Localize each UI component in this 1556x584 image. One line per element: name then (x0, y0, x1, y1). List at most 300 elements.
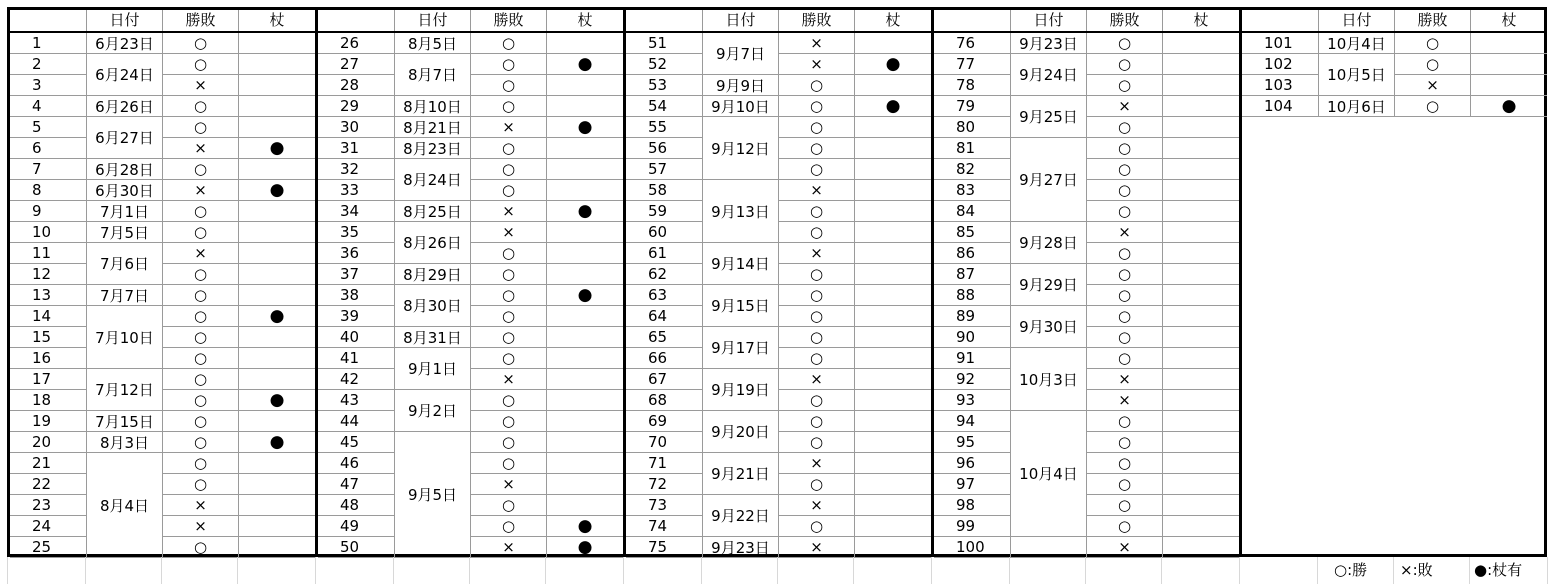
staff-cell[interactable]: ● (547, 516, 623, 537)
staff-cell[interactable] (547, 411, 623, 432)
header-result[interactable]: 勝敗 (1087, 10, 1163, 31)
row-number-cell[interactable]: 86 (934, 243, 1011, 264)
row-number-cell[interactable]: 16 (10, 348, 87, 369)
staff-cell[interactable] (547, 453, 623, 474)
result-cell[interactable]: ○ (163, 390, 239, 411)
staff-cell[interactable]: ● (547, 537, 623, 558)
result-cell[interactable]: ○ (779, 117, 855, 138)
staff-cell[interactable]: ● (855, 54, 931, 75)
result-cell[interactable]: ○ (1087, 327, 1163, 348)
staff-cell[interactable] (855, 222, 931, 243)
result-cell[interactable]: ○ (1087, 285, 1163, 306)
staff-cell[interactable] (1163, 180, 1239, 201)
row-number-cell[interactable]: 100 (934, 537, 1011, 558)
staff-cell[interactable] (1163, 222, 1239, 243)
result-cell[interactable]: ○ (1087, 201, 1163, 222)
result-cell[interactable]: ○ (471, 75, 547, 96)
staff-cell[interactable] (547, 138, 623, 159)
row-number-cell[interactable]: 79 (934, 96, 1011, 117)
date-cell[interactable]: 8月25日 (395, 201, 471, 222)
result-cell[interactable]: ○ (1087, 117, 1163, 138)
row-number-cell[interactable]: 41 (318, 348, 395, 369)
staff-cell[interactable] (855, 495, 931, 516)
row-number-cell[interactable]: 60 (626, 222, 703, 243)
date-cell[interactable]: 9月30日 (1011, 306, 1087, 348)
staff-cell[interactable] (239, 75, 315, 96)
staff-cell[interactable] (1163, 117, 1239, 138)
result-cell[interactable]: × (471, 222, 547, 243)
header-num[interactable] (318, 10, 395, 31)
date-cell[interactable]: 9月24日 (1011, 54, 1087, 96)
row-number-cell[interactable]: 12 (10, 264, 87, 285)
staff-cell[interactable] (855, 390, 931, 411)
header-date[interactable]: 日付 (1319, 10, 1395, 31)
result-cell[interactable]: ○ (1087, 432, 1163, 453)
staff-cell[interactable] (1163, 516, 1239, 537)
staff-cell[interactable] (1163, 54, 1239, 75)
result-cell[interactable]: ○ (1087, 495, 1163, 516)
result-cell[interactable]: × (779, 537, 855, 558)
row-number-cell[interactable]: 23 (10, 495, 87, 516)
row-number-cell[interactable]: 26 (318, 33, 395, 54)
result-cell[interactable]: ○ (1087, 306, 1163, 327)
staff-cell[interactable]: ● (547, 54, 623, 75)
staff-cell[interactable]: ● (547, 117, 623, 138)
result-cell[interactable]: ○ (471, 411, 547, 432)
row-number-cell[interactable]: 6 (10, 138, 87, 159)
staff-cell[interactable] (855, 432, 931, 453)
date-cell[interactable] (1011, 537, 1087, 558)
row-number-cell[interactable]: 83 (934, 180, 1011, 201)
row-number-cell[interactable]: 32 (318, 159, 395, 180)
staff-cell[interactable] (547, 495, 623, 516)
header-date[interactable]: 日付 (1011, 10, 1087, 31)
staff-cell[interactable] (855, 327, 931, 348)
staff-cell[interactable] (855, 369, 931, 390)
result-cell[interactable]: × (1087, 390, 1163, 411)
staff-cell[interactable] (547, 96, 623, 117)
row-number-cell[interactable]: 65 (626, 327, 703, 348)
staff-cell[interactable] (547, 75, 623, 96)
result-cell[interactable]: ○ (779, 264, 855, 285)
date-cell[interactable]: 6月24日 (87, 54, 163, 96)
header-staff[interactable]: 杖 (1193, 11, 1209, 29)
staff-cell[interactable] (547, 222, 623, 243)
row-number-cell[interactable]: 59 (626, 201, 703, 222)
date-cell[interactable]: 10月6日 (1319, 96, 1395, 117)
staff-cell[interactable] (1163, 306, 1239, 327)
date-cell[interactable]: 10月5日 (1319, 54, 1395, 96)
row-number-cell[interactable]: 51 (626, 33, 703, 54)
staff-cell[interactable] (1163, 537, 1239, 558)
staff-cell[interactable] (855, 348, 931, 369)
staff-cell[interactable] (239, 516, 315, 537)
row-number-cell[interactable]: 44 (318, 411, 395, 432)
result-cell[interactable]: ○ (163, 453, 239, 474)
result-cell[interactable]: × (471, 117, 547, 138)
date-cell[interactable]: 7月6日 (87, 243, 163, 285)
date-cell[interactable]: 9月25日 (1011, 96, 1087, 138)
header-num[interactable] (1242, 10, 1319, 31)
staff-cell[interactable] (855, 180, 931, 201)
row-number-cell[interactable]: 15 (10, 327, 87, 348)
date-cell[interactable]: 10月4日 (1011, 411, 1087, 537)
result-cell[interactable]: × (1087, 369, 1163, 390)
row-number-cell[interactable]: 55 (626, 117, 703, 138)
row-number-cell[interactable]: 36 (318, 243, 395, 264)
row-number-cell[interactable]: 62 (626, 264, 703, 285)
row-number-cell[interactable]: 52 (626, 54, 703, 75)
row-number-cell[interactable]: 28 (318, 75, 395, 96)
date-cell[interactable]: 7月12日 (87, 369, 163, 411)
row-number-cell[interactable]: 24 (10, 516, 87, 537)
staff-cell[interactable] (855, 243, 931, 264)
staff-cell[interactable] (547, 474, 623, 495)
result-cell[interactable]: ○ (163, 159, 239, 180)
date-cell[interactable]: 8月23日 (395, 138, 471, 159)
row-number-cell[interactable]: 95 (934, 432, 1011, 453)
result-cell[interactable]: ○ (163, 537, 239, 558)
result-cell[interactable]: ○ (779, 516, 855, 537)
result-cell[interactable]: ○ (1087, 33, 1163, 54)
staff-cell[interactable] (547, 369, 623, 390)
result-cell[interactable]: ○ (1395, 33, 1471, 54)
result-cell[interactable]: ○ (779, 432, 855, 453)
staff-cell[interactable] (1163, 327, 1239, 348)
result-cell[interactable]: × (1395, 75, 1471, 96)
row-number-cell[interactable]: 73 (626, 495, 703, 516)
date-cell[interactable]: 9月14日 (703, 243, 779, 285)
row-number-cell[interactable]: 102 (1242, 54, 1319, 75)
date-cell[interactable]: 8月31日 (395, 327, 471, 348)
result-cell[interactable]: ○ (779, 75, 855, 96)
staff-cell[interactable] (239, 453, 315, 474)
staff-cell[interactable] (1163, 432, 1239, 453)
staff-cell[interactable]: ● (239, 432, 315, 453)
row-number-cell[interactable]: 31 (318, 138, 395, 159)
staff-cell[interactable] (547, 327, 623, 348)
row-number-cell[interactable]: 84 (934, 201, 1011, 222)
result-cell[interactable]: ○ (471, 138, 547, 159)
date-cell[interactable]: 7月10日 (87, 306, 163, 369)
date-cell[interactable]: 7月5日 (87, 222, 163, 243)
row-number-cell[interactable]: 49 (318, 516, 395, 537)
date-cell[interactable]: 9月29日 (1011, 264, 1087, 306)
staff-cell[interactable] (855, 117, 931, 138)
staff-cell[interactable] (239, 411, 315, 432)
row-number-cell[interactable]: 5 (10, 117, 87, 138)
row-number-cell[interactable]: 101 (1242, 33, 1319, 54)
row-number-cell[interactable]: 46 (318, 453, 395, 474)
header-staff[interactable]: 杖 (577, 11, 593, 29)
staff-cell[interactable] (239, 369, 315, 390)
result-cell[interactable]: × (471, 369, 547, 390)
result-cell[interactable]: × (779, 243, 855, 264)
header-result[interactable]: 勝敗 (1395, 10, 1471, 31)
row-number-cell[interactable]: 2 (10, 54, 87, 75)
staff-cell[interactable] (1163, 348, 1239, 369)
row-number-cell[interactable]: 27 (318, 54, 395, 75)
result-cell[interactable]: ○ (471, 516, 547, 537)
row-number-cell[interactable]: 14 (10, 306, 87, 327)
staff-cell[interactable] (239, 201, 315, 222)
staff-cell[interactable] (239, 327, 315, 348)
date-cell[interactable]: 9月17日 (703, 327, 779, 369)
staff-cell[interactable] (1163, 264, 1239, 285)
result-cell[interactable]: ○ (1087, 54, 1163, 75)
staff-cell[interactable] (239, 264, 315, 285)
date-cell[interactable]: 9月23日 (703, 537, 779, 558)
date-cell[interactable]: 6月23日 (87, 33, 163, 54)
result-cell[interactable]: × (471, 201, 547, 222)
result-cell[interactable]: ○ (1087, 159, 1163, 180)
staff-cell[interactable] (547, 159, 623, 180)
date-cell[interactable]: 9月5日 (395, 432, 471, 558)
staff-cell[interactable] (239, 243, 315, 264)
result-cell[interactable]: × (163, 495, 239, 516)
staff-cell[interactable]: ● (239, 138, 315, 159)
row-number-cell[interactable]: 10 (10, 222, 87, 243)
row-number-cell[interactable]: 82 (934, 159, 1011, 180)
header-date[interactable]: 日付 (395, 10, 471, 31)
staff-cell[interactable] (239, 537, 315, 558)
row-number-cell[interactable]: 66 (626, 348, 703, 369)
result-cell[interactable]: ○ (471, 327, 547, 348)
staff-cell[interactable] (239, 33, 315, 54)
row-number-cell[interactable]: 71 (626, 453, 703, 474)
staff-cell[interactable] (547, 432, 623, 453)
row-number-cell[interactable]: 35 (318, 222, 395, 243)
staff-cell[interactable] (239, 159, 315, 180)
staff-cell[interactable] (547, 33, 623, 54)
row-number-cell[interactable]: 45 (318, 432, 395, 453)
row-number-cell[interactable]: 4 (10, 96, 87, 117)
staff-cell[interactable] (1163, 201, 1239, 222)
date-cell[interactable]: 9月27日 (1011, 138, 1087, 222)
row-number-cell[interactable]: 77 (934, 54, 1011, 75)
row-number-cell[interactable]: 90 (934, 327, 1011, 348)
date-cell[interactable]: 8月10日 (395, 96, 471, 117)
result-cell[interactable]: ○ (163, 201, 239, 222)
row-number-cell[interactable]: 8 (10, 180, 87, 201)
row-number-cell[interactable]: 38 (318, 285, 395, 306)
row-number-cell[interactable]: 9 (10, 201, 87, 222)
staff-cell[interactable] (1163, 96, 1239, 117)
row-number-cell[interactable]: 21 (10, 453, 87, 474)
result-cell[interactable]: × (1087, 537, 1163, 558)
result-cell[interactable]: × (163, 138, 239, 159)
result-cell[interactable]: ○ (163, 432, 239, 453)
result-cell[interactable]: ○ (471, 306, 547, 327)
date-cell[interactable]: 8月24日 (395, 159, 471, 201)
row-number-cell[interactable]: 81 (934, 138, 1011, 159)
date-cell[interactable]: 10月4日 (1319, 33, 1395, 54)
header-num[interactable] (934, 10, 1011, 31)
row-number-cell[interactable]: 99 (934, 516, 1011, 537)
row-number-cell[interactable]: 43 (318, 390, 395, 411)
row-number-cell[interactable]: 48 (318, 495, 395, 516)
result-cell[interactable]: × (779, 453, 855, 474)
staff-cell[interactable] (855, 411, 931, 432)
date-cell[interactable]: 8月21日 (395, 117, 471, 138)
staff-cell[interactable] (547, 390, 623, 411)
result-cell[interactable]: ○ (1087, 243, 1163, 264)
row-number-cell[interactable]: 78 (934, 75, 1011, 96)
date-cell[interactable]: 6月30日 (87, 180, 163, 201)
row-number-cell[interactable]: 34 (318, 201, 395, 222)
result-cell[interactable]: ○ (1087, 75, 1163, 96)
row-number-cell[interactable]: 76 (934, 33, 1011, 54)
date-cell[interactable]: 9月7日 (703, 33, 779, 75)
row-number-cell[interactable]: 53 (626, 75, 703, 96)
result-cell[interactable]: ○ (471, 159, 547, 180)
row-number-cell[interactable]: 54 (626, 96, 703, 117)
result-cell[interactable]: ○ (779, 222, 855, 243)
result-cell[interactable]: ○ (163, 285, 239, 306)
result-cell[interactable]: ○ (1395, 96, 1471, 117)
result-cell[interactable]: ○ (779, 390, 855, 411)
staff-cell[interactable] (855, 474, 931, 495)
result-cell[interactable]: × (779, 369, 855, 390)
date-cell[interactable]: 9月15日 (703, 285, 779, 327)
staff-cell[interactable] (855, 285, 931, 306)
result-cell[interactable]: ○ (1087, 474, 1163, 495)
staff-cell[interactable] (239, 222, 315, 243)
staff-cell[interactable] (1163, 453, 1239, 474)
staff-cell[interactable] (239, 348, 315, 369)
row-number-cell[interactable]: 98 (934, 495, 1011, 516)
row-number-cell[interactable]: 91 (934, 348, 1011, 369)
row-number-cell[interactable]: 58 (626, 180, 703, 201)
result-cell[interactable]: × (163, 516, 239, 537)
row-number-cell[interactable]: 1 (10, 33, 87, 54)
staff-cell[interactable] (1163, 75, 1239, 96)
staff-cell[interactable]: ● (547, 201, 623, 222)
header-num[interactable] (626, 10, 703, 31)
header-result[interactable]: 勝敗 (779, 10, 855, 31)
row-number-cell[interactable]: 68 (626, 390, 703, 411)
header-result[interactable]: 勝敗 (163, 10, 239, 31)
result-cell[interactable]: ○ (1087, 453, 1163, 474)
result-cell[interactable]: ○ (471, 264, 547, 285)
staff-cell[interactable]: ● (1471, 96, 1547, 117)
result-cell[interactable]: ○ (471, 285, 547, 306)
header-date[interactable]: 日付 (87, 10, 163, 31)
result-cell[interactable]: ○ (779, 348, 855, 369)
staff-cell[interactable] (1471, 54, 1547, 75)
row-number-cell[interactable]: 67 (626, 369, 703, 390)
row-number-cell[interactable]: 50 (318, 537, 395, 558)
date-cell[interactable]: 8月4日 (87, 453, 163, 558)
row-number-cell[interactable]: 85 (934, 222, 1011, 243)
staff-cell[interactable] (1163, 138, 1239, 159)
date-cell[interactable]: 8月5日 (395, 33, 471, 54)
date-cell[interactable]: 9月1日 (395, 348, 471, 390)
result-cell[interactable]: ○ (163, 348, 239, 369)
staff-cell[interactable] (1163, 495, 1239, 516)
row-number-cell[interactable]: 74 (626, 516, 703, 537)
staff-cell[interactable] (855, 516, 931, 537)
date-cell[interactable]: 6月28日 (87, 159, 163, 180)
row-number-cell[interactable]: 3 (10, 75, 87, 96)
result-cell[interactable]: ○ (779, 159, 855, 180)
result-cell[interactable]: × (471, 537, 547, 558)
staff-cell[interactable] (855, 306, 931, 327)
result-cell[interactable]: × (163, 180, 239, 201)
result-cell[interactable]: × (471, 474, 547, 495)
staff-cell[interactable]: ● (239, 180, 315, 201)
date-cell[interactable]: 8月30日 (395, 285, 471, 327)
result-cell[interactable]: ○ (471, 348, 547, 369)
result-cell[interactable]: × (779, 33, 855, 54)
result-cell[interactable]: ○ (471, 54, 547, 75)
date-cell[interactable]: 6月27日 (87, 117, 163, 159)
staff-cell[interactable] (1163, 159, 1239, 180)
staff-cell[interactable] (239, 54, 315, 75)
staff-cell[interactable] (855, 75, 931, 96)
result-cell[interactable]: ○ (163, 222, 239, 243)
result-cell[interactable]: ○ (779, 306, 855, 327)
row-number-cell[interactable]: 63 (626, 285, 703, 306)
row-number-cell[interactable]: 61 (626, 243, 703, 264)
row-number-cell[interactable]: 64 (626, 306, 703, 327)
staff-cell[interactable] (1163, 33, 1239, 54)
row-number-cell[interactable]: 87 (934, 264, 1011, 285)
row-number-cell[interactable]: 104 (1242, 96, 1319, 117)
date-cell[interactable]: 8月3日 (87, 432, 163, 453)
staff-cell[interactable] (547, 348, 623, 369)
row-number-cell[interactable]: 103 (1242, 75, 1319, 96)
date-cell[interactable]: 9月9日 (703, 75, 779, 96)
staff-cell[interactable] (1471, 75, 1547, 96)
row-number-cell[interactable]: 75 (626, 537, 703, 558)
result-cell[interactable]: ○ (1087, 180, 1163, 201)
row-number-cell[interactable]: 42 (318, 369, 395, 390)
staff-cell[interactable] (855, 453, 931, 474)
date-cell[interactable]: 9月19日 (703, 369, 779, 411)
row-number-cell[interactable]: 33 (318, 180, 395, 201)
staff-cell[interactable] (239, 117, 315, 138)
result-cell[interactable]: × (163, 243, 239, 264)
row-number-cell[interactable]: 92 (934, 369, 1011, 390)
staff-cell[interactable] (547, 180, 623, 201)
staff-cell[interactable] (855, 33, 931, 54)
result-cell[interactable]: × (1087, 96, 1163, 117)
row-number-cell[interactable]: 25 (10, 537, 87, 558)
row-number-cell[interactable]: 72 (626, 474, 703, 495)
row-number-cell[interactable]: 70 (626, 432, 703, 453)
staff-cell[interactable] (239, 495, 315, 516)
header-staff[interactable]: 杖 (269, 11, 285, 29)
staff-cell[interactable] (239, 474, 315, 495)
result-cell[interactable]: ○ (471, 432, 547, 453)
staff-cell[interactable] (855, 537, 931, 558)
staff-cell[interactable] (1163, 369, 1239, 390)
staff-cell[interactable] (547, 306, 623, 327)
row-number-cell[interactable]: 29 (318, 96, 395, 117)
result-cell[interactable]: × (1087, 222, 1163, 243)
result-cell[interactable]: × (779, 54, 855, 75)
row-number-cell[interactable]: 56 (626, 138, 703, 159)
header-staff[interactable]: 杖 (885, 11, 901, 29)
result-cell[interactable]: ○ (779, 327, 855, 348)
row-number-cell[interactable]: 47 (318, 474, 395, 495)
staff-cell[interactable] (1163, 474, 1239, 495)
result-cell[interactable]: ○ (1087, 138, 1163, 159)
result-cell[interactable]: ○ (471, 243, 547, 264)
result-cell[interactable]: ○ (779, 201, 855, 222)
row-number-cell[interactable]: 88 (934, 285, 1011, 306)
